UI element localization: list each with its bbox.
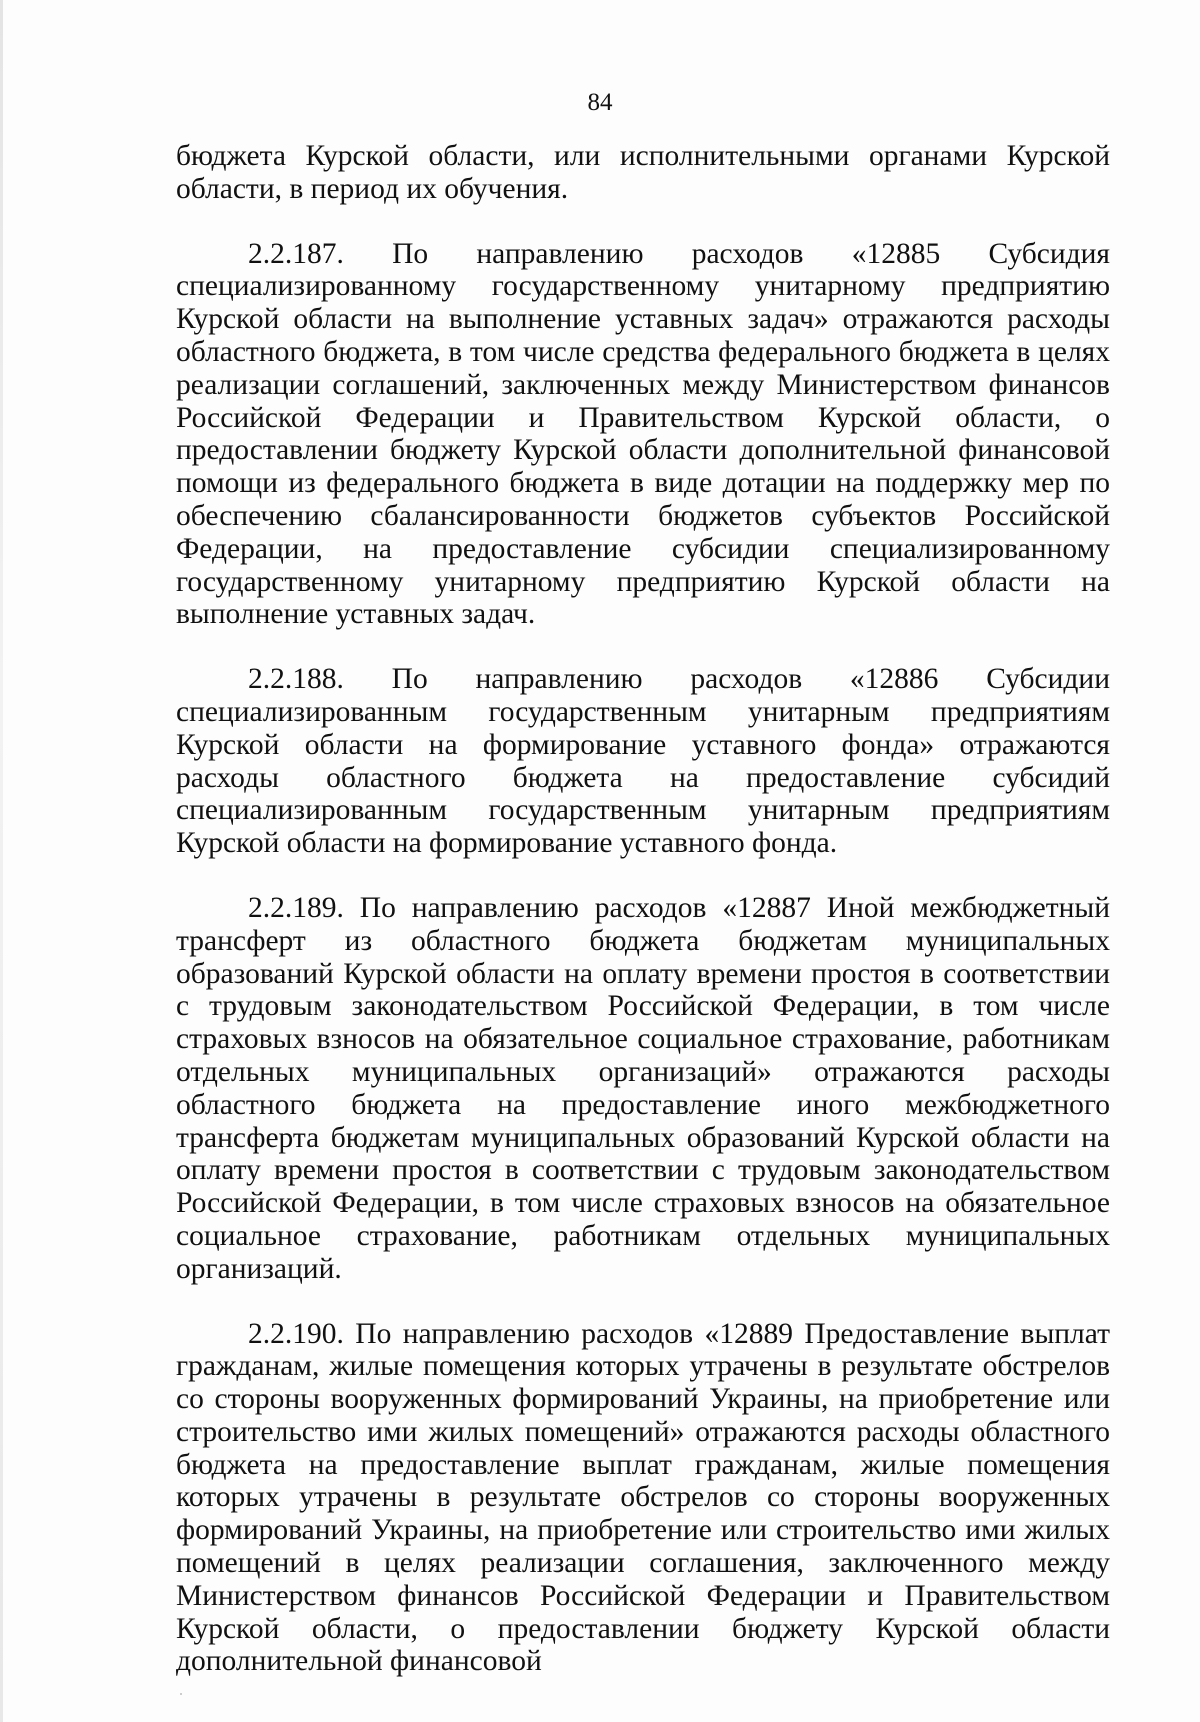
paragraph-2-2-187: 2.2.187. По направлению расходов «12885 Субсидия специализированному государственному унитарному предприятию Курской области на выполнение уставных задач» отражаются расходы областного бюджета, в том числе средства федерального бюджета в целях реализации соглашений, заключенных между Министерством финансов Российской Федерации и Правительством Курской области, о предоставлении бюджету Курской области дополнительной финансовой помощи из федерального бюджета в виде дотации на поддержку мер по обеспечению сбалансированности бюджетов субъектов Российской Федерации, на предоставление субсидии специализированному государственному унитарному предприятию Курской области на выполнение уставных задач.: [176, 237, 1110, 631]
scan-edge-shadow: [0, 0, 3, 1722]
paragraph-continuation: бюджета Курской области, или исполнительными органами Курской области, в период их обучения.: [176, 140, 1110, 205]
document-body: [176, 140, 1110, 1678]
scan-speck: [180, 1693, 182, 1695]
paragraph-2-2-188: 2.2.188. По направлению расходов «12886 Субсидии специализированным государственным унитарным предприятиям Курской области на формирование уставного фонда» отражаются расходы областного бюджета на предоставление субсидий специализированным государственным унитарным предприятиям Курской области на формирование уставного фонда.: [176, 663, 1110, 860]
paragraph-2-2-189: 2.2.189. По направлению расходов «12887 Иной межбюджетный трансферт из областного бюджета бюджетам муниципальных образований Курской области на оплату времени простоя в соответствии с трудовым законодательством Российской Федерации, в том числе страховых взносов на обязательное социальное страхование, работникам отдельных муниципальных организаций» отражаются расходы областного бюджета на предоставление иного межбюджетного трансферта бюджетам муниципальных образований Курской области на оплату времени простоя в соответствии с трудовым законодательством Российской Федерации, в том числе страховых взносов на обязательное социальное страхование, работникам отдельных муниципальных организаций.: [176, 891, 1110, 1285]
page-number: 84: [587, 89, 613, 116]
paragraph-2-2-190: 2.2.190. По направлению расходов «12889 Предоставление выплат гражданам, жилые помещения которых утрачены в результате обстрелов со стороны вооруженных формирований Украины, на приобретение или строительство ими жилых помещений» отражаются расходы областного бюджета на предоставление выплат гражданам, жилые помещения которых утрачены в результате обстрелов со стороны вооруженных формирований Украины, на приобретение или строительство ими жилых помещений в целях реализации соглашения, заключенного между Министерством финансов Российской Федерации и Правительством Курской области, о предоставлении бюджету Курской области дополнительной финансовой: [176, 1317, 1110, 1678]
